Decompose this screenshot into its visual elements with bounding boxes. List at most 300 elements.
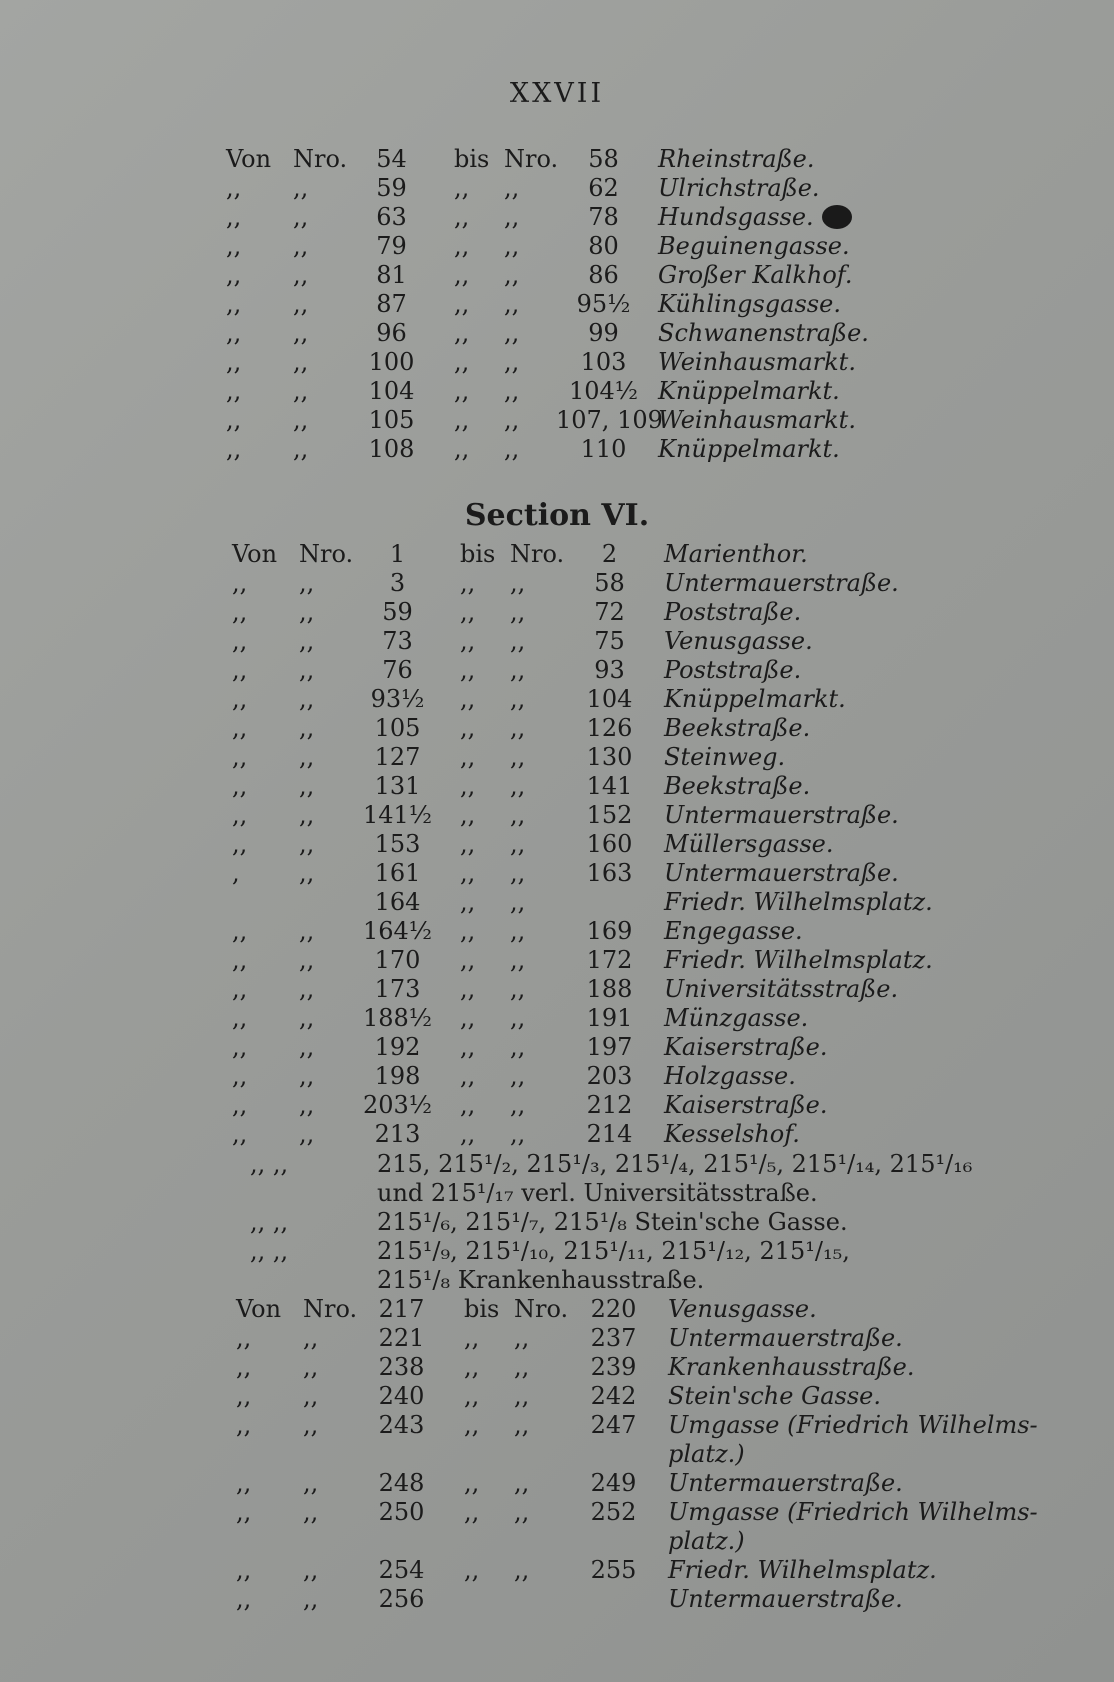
address-row [232,1033,1040,1062]
from-number: 59 [376,174,407,202]
nro-label: ,, [293,319,309,347]
house-numbers-text: 215, 215¹/₂, 215¹/₃, 215¹/₄, 215¹/₅, 215¹/₁₄, 215¹/₁₆ [377,1150,973,1178]
von-label: ,, [236,1469,252,1497]
from-number: 87 [376,290,407,318]
street-name: Weinhausmarkt. [658,348,856,376]
nro-label: Nro. [303,1295,358,1323]
to-number: 2 [601,540,618,568]
bis-label: ,, [460,1033,476,1061]
von-label: ,, [236,1585,252,1613]
nro-label: ,, [299,1062,315,1090]
street-name: Münzgasse. [664,1004,809,1032]
von-label: ,, [226,406,242,434]
to-number: 252 [590,1498,637,1526]
nro-label: ,, [510,1120,526,1148]
nro-label: ,, [510,888,526,916]
nro-label: ,, [299,772,315,800]
from-number: 96 [376,319,407,347]
nro-label: ,, [293,290,309,318]
bis-label: ,, [464,1556,480,1584]
nro-label: ,, [293,203,309,231]
street-name: Hundsgasse. [658,203,814,231]
street-name: Universitätsstraße. [664,975,899,1003]
from-number: 254 [378,1556,425,1584]
to-number: 237 [590,1324,637,1352]
to-number: 152 [586,801,633,829]
from-number: 238 [378,1353,425,1381]
von-label: ,, [232,685,248,713]
nro-label: ,, [299,569,315,597]
von-label: ,, [232,627,248,655]
von-label: ,, [236,1411,252,1439]
von-label: ,, [226,232,242,260]
von-label: ,, [236,1556,252,1584]
nro-label: ,, [504,261,520,289]
street-name: Friedr. Wilhelmsplatz. [664,888,933,916]
street-name: Engegasse. [664,917,803,945]
nro-label: Nro. [504,145,559,173]
nro-label: ,, [510,743,526,771]
street-name: Krankenhausstraße. [668,1353,915,1381]
nro-label: ,, [299,714,315,742]
von-label: ,, [232,772,248,800]
address-row [226,348,1040,377]
bis-label: ,, [460,569,476,597]
von-label: ,, [226,435,242,463]
nro-label: Nro. [299,540,354,568]
nro-label: ,, [293,406,309,434]
von-label: ,, [232,830,248,858]
bis-label: ,, [460,888,476,916]
street-name: Poststraße. [664,598,802,626]
von-label: ,, [232,714,248,742]
von-label: ,, [226,261,242,289]
to-number: 212 [586,1091,633,1119]
address-row [232,975,1040,1004]
nro-label: ,, [504,290,520,318]
bis-label: ,, [454,377,470,405]
nro-label: ,, [303,1353,319,1381]
von-label: ,, [232,1004,248,1032]
to-number: 220 [590,1295,637,1323]
von-label: ,, [232,1091,248,1119]
house-numbers-text: 215¹/₉, 215¹/₁₀, 215¹/₁₁, 215¹/₁₂, 215¹/₁₅, [377,1237,850,1265]
street-name: platz.) [668,1527,745,1555]
address-row [236,1527,1040,1556]
nro-label: ,, [504,203,520,231]
nro-label: ,, [510,975,526,1003]
street-name: Untermauerstraße. [668,1469,903,1497]
nro-label: ,, [299,917,315,945]
from-number: 81 [376,261,407,289]
nro-label: ,, [510,1062,526,1090]
nro-label: ,, [293,348,309,376]
from-number: 198 [374,1062,421,1090]
address-row [232,888,1040,917]
address-row [232,627,1040,656]
von-label: , [232,859,240,887]
address-row [236,1295,1040,1324]
address-row [232,1062,1040,1091]
address-row [232,772,1040,801]
von-label: ,, [232,917,248,945]
continuation-line [250,1150,1010,1179]
address-row [232,656,1040,685]
nro-label: ,, [303,1556,319,1584]
from-number: 93½ [370,685,425,713]
address-row [232,569,1040,598]
nro-label: ,, [299,656,315,684]
street-name: Untermauerstraße. [668,1585,903,1613]
to-number: 104 [586,685,633,713]
nro-label: ,, [299,598,315,626]
street-name: platz.) [668,1440,745,1468]
nro-label: ,, [303,1498,319,1526]
nro-label: ,, [510,772,526,800]
address-row [236,1440,1040,1469]
house-numbers-text: und 215¹/₁₇ verl. Universitätsstraße. [377,1179,818,1207]
nro-label: ,, [504,319,520,347]
nro-label: ,, [293,435,309,463]
nro-label: ,, [303,1469,319,1497]
to-number: 160 [586,830,633,858]
von-label: Von [236,1295,282,1323]
von-label: ,, [232,801,248,829]
to-number: 163 [586,859,633,887]
address-row [236,1556,1040,1585]
nro-label: ,, [293,232,309,260]
bis-label: ,, [454,406,470,434]
bis-label: ,, [460,656,476,684]
bis-label: ,, [460,801,476,829]
bis-label: ,, [460,772,476,800]
address-row [232,859,1040,888]
von-label: ,, [226,174,242,202]
nro-label: ,, [299,946,315,974]
nro-label: ,, [504,377,520,405]
address-row [226,145,1040,174]
bis-label: ,, [464,1353,480,1381]
from-number: 256 [378,1585,425,1613]
nro-label: ,, [510,656,526,684]
bis-label: ,, [454,174,470,202]
to-number: 242 [590,1382,637,1410]
von-label: ,, [236,1353,252,1381]
from-number: 79 [376,232,407,260]
street-name: Knüppelmarkt. [664,685,846,713]
nro-label: ,, [510,1033,526,1061]
von-label: ,, [236,1382,252,1410]
street-name: Beekstraße. [664,714,811,742]
section-title: Section VI. [464,498,650,533]
von-label: ,, [226,203,242,231]
from-number: 170 [374,946,421,974]
von-label: ,, [232,975,248,1003]
street-name: Friedr. Wilhelmsplatz. [664,946,933,974]
bis-label: ,, [460,743,476,771]
address-row [226,377,1040,406]
to-number: 247 [590,1411,637,1439]
street-name: Beekstraße. [664,772,811,800]
from-number: 173 [374,975,421,1003]
address-row [232,598,1040,627]
to-number: 172 [586,946,633,974]
nro-label: Nro. [514,1295,569,1323]
to-number: 130 [586,743,633,771]
bis-label: ,, [460,975,476,1003]
nro-label: ,, [510,859,526,887]
nro-label: ,, [299,1091,315,1119]
nro-label: ,, [293,377,309,405]
bis-label: bis [464,1295,500,1323]
from-number: 240 [378,1382,425,1410]
from-number: 76 [382,656,413,684]
nro-label: ,, [299,801,315,829]
nro-label: ,, [504,232,520,260]
nro-label: ,, [504,348,520,376]
street-name: Venusgasse. [668,1295,817,1323]
street-name: Umgasse (Friedrich Wilhelms- [668,1498,1038,1526]
address-row [226,203,1040,232]
bis-label: ,, [460,598,476,626]
von-label: ,, [232,1033,248,1061]
bis-label: ,, [460,917,476,945]
address-row [232,830,1040,859]
nro-label: ,, [293,261,309,289]
ink-blot [822,205,852,229]
bis-label: ,, [454,232,470,260]
to-number: 214 [586,1120,633,1148]
bis-label: ,, [464,1324,480,1352]
bis-label: bis [460,540,496,568]
von-label: ,, [226,377,242,405]
address-row [232,801,1040,830]
nro-label: ,, [504,435,520,463]
nro-label: ,, [514,1498,530,1526]
to-number: 80 [588,232,619,260]
from-number: 108 [368,435,415,463]
continuation-line [250,1179,1010,1208]
continuation-line [250,1208,1010,1237]
address-row [232,685,1040,714]
nro-label: ,, [299,1120,315,1148]
to-number: 93 [594,656,625,684]
to-number: 249 [590,1469,637,1497]
from-number: 153 [374,830,421,858]
bis-label: ,, [460,685,476,713]
address-row [232,1120,1040,1149]
from-number: 59 [382,598,413,626]
from-number: 243 [378,1411,425,1439]
bis-label: ,, [464,1382,480,1410]
from-number: 3 [389,569,406,597]
address-row [226,174,1040,203]
nro-label: ,, [299,627,315,655]
nro-label: ,, [510,830,526,858]
nro-label: ,, [514,1382,530,1410]
address-row [232,946,1040,975]
nro-label: ,, [510,714,526,742]
bis-label: ,, [460,714,476,742]
ditto-marks: ,, ,, [250,1237,289,1265]
bis-label: ,, [454,203,470,231]
from-number: 141½ [362,801,433,829]
bis-label: ,, [460,830,476,858]
continuation-line [250,1237,1010,1266]
bis-label: ,, [460,1004,476,1032]
bis-label: ,, [460,1120,476,1148]
nro-label: ,, [510,627,526,655]
nro-label: ,, [303,1382,319,1410]
street-name: Steinweg. [664,743,786,771]
from-number: 164½ [362,917,433,945]
address-row [232,1091,1040,1120]
to-number: 104½ [568,377,639,405]
street-name: Untermauerstraße. [664,801,899,829]
to-number: 75 [594,627,625,655]
nro-label: ,, [293,174,309,202]
street-name: Friedr. Wilhelmsplatz. [668,1556,937,1584]
von-label: Von [226,145,272,173]
von-label: ,, [226,290,242,318]
from-number: 164 [374,888,421,916]
street-name: Umgasse (Friedrich Wilhelms- [668,1411,1038,1439]
address-row [232,917,1040,946]
address-row [232,1004,1040,1033]
street-name: Venusgasse. [664,627,813,655]
von-label: ,, [232,598,248,626]
from-number: 192 [374,1033,421,1061]
address-row [226,435,1040,464]
street-name: Knüppelmarkt. [658,377,840,405]
address-row [236,1324,1040,1353]
bis-label: ,, [454,435,470,463]
street-name: Kesselshof. [664,1120,800,1148]
nro-label: ,, [303,1585,319,1613]
von-label: ,, [232,1120,248,1148]
street-name: Kühlingsgasse. [658,290,841,318]
street-name: Großer Kalkhof. [658,261,853,289]
address-row [226,232,1040,261]
address-row [226,290,1040,319]
bis-label: ,, [460,1062,476,1090]
ditto-marks: ,, ,, [250,1208,289,1236]
to-number: 58 [588,145,619,173]
nro-label: ,, [514,1353,530,1381]
nro-label: ,, [299,685,315,713]
von-label: ,, [232,569,248,597]
to-number: 86 [588,261,619,289]
continuation-line [250,1266,1010,1295]
bis-label: ,, [464,1498,480,1526]
ditto-marks: ,, ,, [250,1150,289,1178]
to-number: 126 [586,714,633,742]
from-number: 131 [374,772,421,800]
bis-label: ,, [460,627,476,655]
bis-label: ,, [454,290,470,318]
from-number: 188½ [362,1004,433,1032]
nro-label: ,, [510,685,526,713]
from-number: 221 [378,1324,425,1352]
to-number: 203 [586,1062,633,1090]
to-number: 103 [580,348,627,376]
to-number: 169 [586,917,633,945]
address-row [232,540,1040,569]
bis-label: ,, [464,1411,480,1439]
nro-label: ,, [504,406,520,434]
nro-label: ,, [510,946,526,974]
from-number: 1 [389,540,406,568]
from-number: 248 [378,1469,425,1497]
from-number: 63 [376,203,407,231]
address-row [236,1498,1040,1527]
nro-label: ,, [299,1004,315,1032]
street-name: Stein'sche Gasse. [668,1382,882,1410]
bis-label: ,, [454,348,470,376]
nro-label: ,, [299,830,315,858]
from-number: 250 [378,1498,425,1526]
nro-label: ,, [510,1091,526,1119]
nro-label: Nro. [510,540,565,568]
street-name: Beguinengasse. [658,232,850,260]
to-number: 72 [594,598,625,626]
to-number: 62 [588,174,619,202]
address-row [236,1382,1040,1411]
address-row [236,1469,1040,1498]
von-label: ,, [232,946,248,974]
to-number: 107, 109 [556,406,663,434]
to-number: 95½ [576,290,631,318]
nro-label: Nro. [293,145,348,173]
address-row [236,1411,1040,1440]
nro-label: ,, [299,975,315,1003]
house-numbers-text: 215¹/₆, 215¹/₇, 215¹/₈ Stein'sche Gasse. [377,1208,848,1236]
street-name: Schwanenstraße. [658,319,869,347]
nro-label: ,, [504,174,520,202]
nro-label: ,, [303,1411,319,1439]
street-name: Ulrichstraße. [658,174,820,202]
bis-label: ,, [454,319,470,347]
von-label: ,, [226,348,242,376]
street-name: Untermauerstraße. [664,569,899,597]
street-name: Müllersgasse. [664,830,834,858]
street-name: Marienthor. [664,540,808,568]
nro-label: ,, [303,1324,319,1352]
von-label: ,, [232,743,248,771]
nro-label: ,, [299,743,315,771]
from-number: 105 [368,406,415,434]
nro-label: ,, [514,1324,530,1352]
von-label: ,, [226,319,242,347]
from-number: 105 [374,714,421,742]
nro-label: ,, [510,598,526,626]
street-name: Rheinstraße. [658,145,815,173]
from-number: 100 [368,348,415,376]
to-number: 188 [586,975,633,1003]
from-number: 161 [374,859,421,887]
nro-label: ,, [299,1033,315,1061]
street-name: Kaiserstraße. [664,1033,828,1061]
address-row [226,261,1040,290]
address-row [236,1585,1040,1614]
to-number: 58 [594,569,625,597]
from-number: 73 [382,627,413,655]
bis-label: ,, [460,859,476,887]
street-name: Untermauerstraße. [664,859,899,887]
from-number: 54 [376,145,407,173]
bis-label: bis [454,145,490,173]
address-row [232,714,1040,743]
